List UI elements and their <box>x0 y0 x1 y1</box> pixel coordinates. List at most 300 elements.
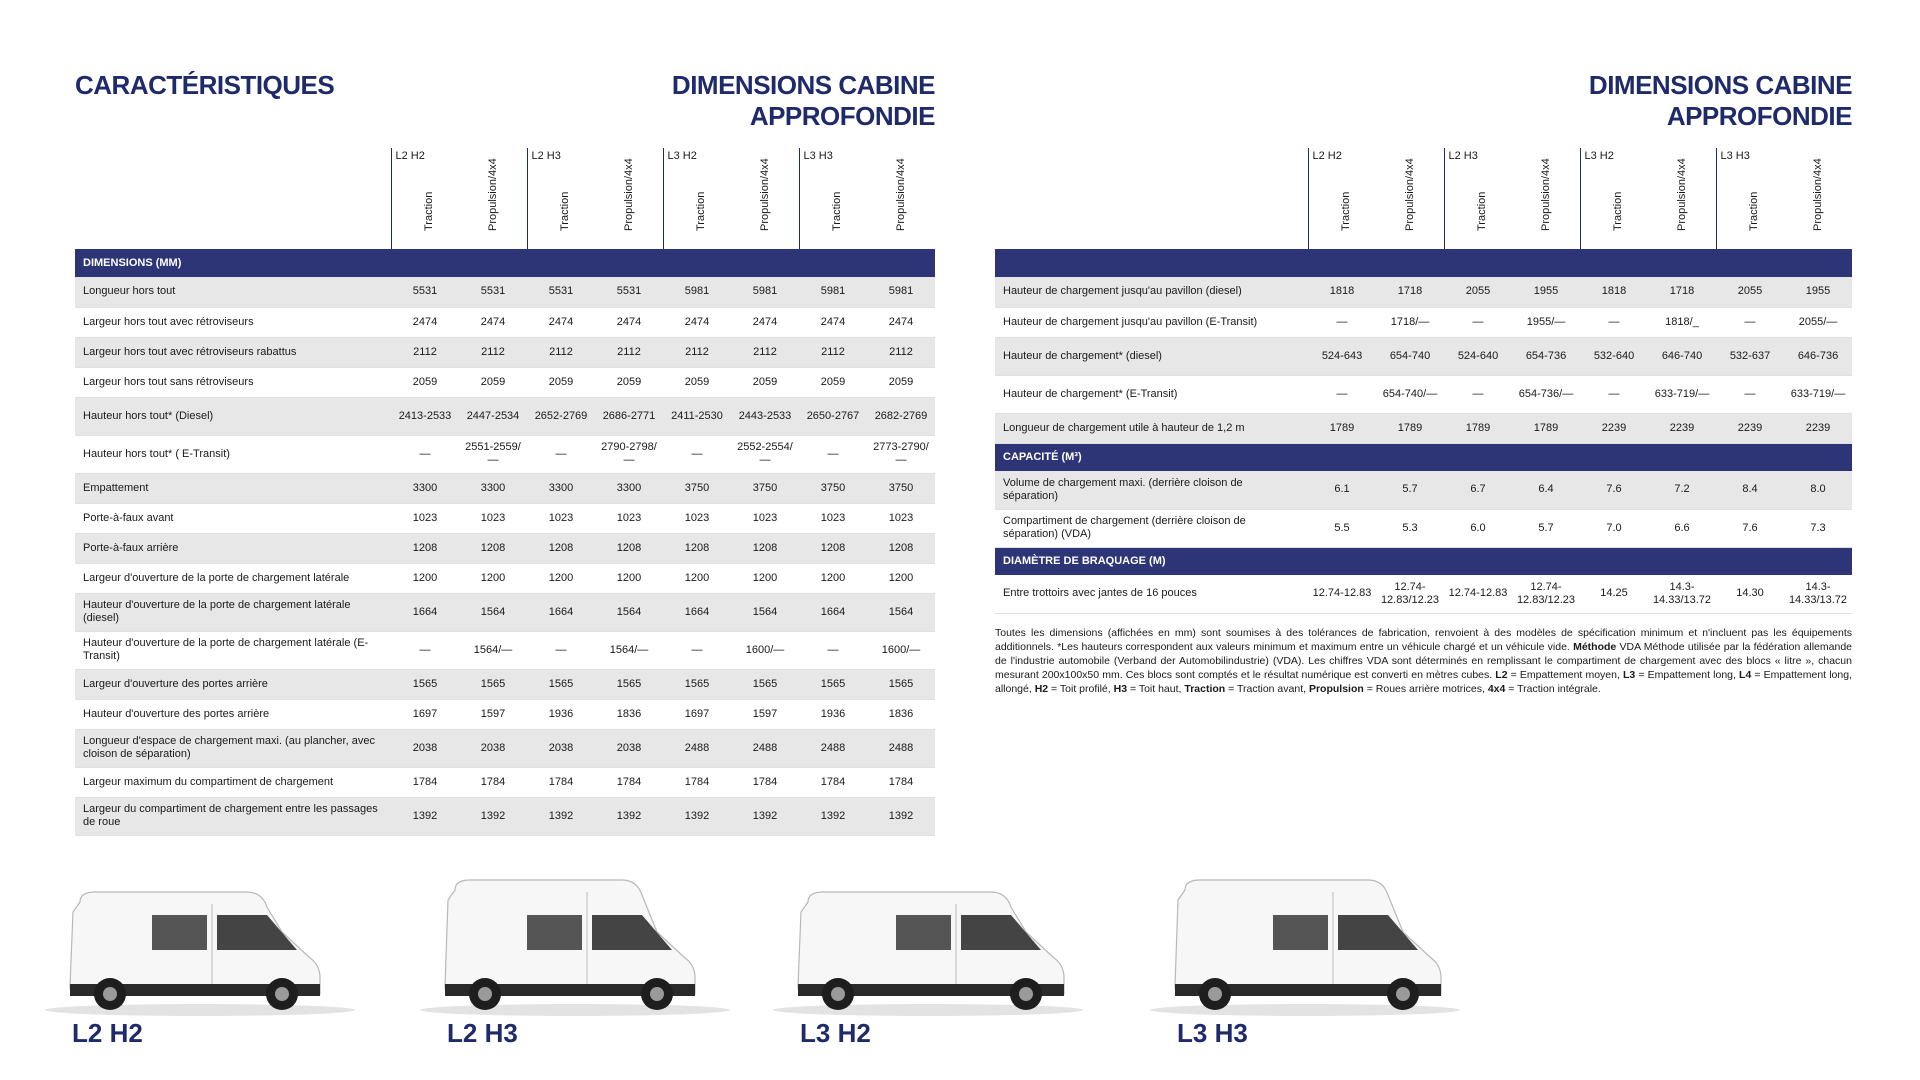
table-cell: 646-740 <box>1648 337 1716 375</box>
table-cell: 2686-2771 <box>595 397 663 435</box>
table-cell: — <box>391 435 459 473</box>
table-cell: 2474 <box>867 307 935 337</box>
table-cell: 1392 <box>799 797 867 835</box>
table-row <box>995 337 1852 375</box>
column-label-propulsion: Propulsion/4x4 <box>486 158 499 231</box>
table-row <box>75 631 935 669</box>
table-cell: 12.74-12.83 <box>1444 575 1512 613</box>
row-label: Hauteur d'ouverture des portes arrière <box>75 699 391 729</box>
table-cell: 1208 <box>595 533 663 563</box>
table-cell: — <box>799 631 867 669</box>
table-cell: 2059 <box>799 367 867 397</box>
table-cell: 1818 <box>1308 277 1376 307</box>
table-cell: 2055/— <box>1784 307 1852 337</box>
table-cell: 1208 <box>391 533 459 563</box>
van-front-window <box>961 915 1041 950</box>
column-group-l2-h2 <box>1308 148 1376 249</box>
section-header <box>995 443 1852 471</box>
table-cell: 1392 <box>391 797 459 835</box>
footnote-bold: L4 <box>1739 669 1752 681</box>
table-cell: 1718 <box>1376 277 1444 307</box>
table-row <box>995 307 1852 337</box>
column-group-l3-h2 <box>663 148 731 249</box>
van-label: L3 H3 <box>1177 1018 1248 1048</box>
table-cell: 2112 <box>391 337 459 367</box>
table-cell: 2488 <box>731 729 799 767</box>
table-cell: 1597 <box>459 699 527 729</box>
column-group-l2-h3 <box>527 148 595 249</box>
table-cell: 1564 <box>867 593 935 631</box>
van-wheel-hub <box>1019 987 1033 1001</box>
column-label-traction: Traction <box>558 191 571 231</box>
section-title <box>995 249 1852 277</box>
van-wheel-hub <box>1396 987 1410 1001</box>
table-cell: 1392 <box>867 797 935 835</box>
column-group-label: L3 H3 <box>1720 150 1750 162</box>
header-row <box>995 148 1852 249</box>
table-cell: 2059 <box>459 367 527 397</box>
table-cell: 5531 <box>391 277 459 307</box>
table-cell: 1818/_ <box>1648 307 1716 337</box>
row-label: Hauteur de chargement jusqu'au pavillon (diesel) <box>995 277 1308 307</box>
section-title: CAPACITÉ (M³) <box>995 443 1852 471</box>
table-cell: 3300 <box>595 473 663 503</box>
table-cell: 2059 <box>731 367 799 397</box>
van-wheel-hub <box>103 987 117 1001</box>
table-cell: 5981 <box>731 277 799 307</box>
footnote-text: = Traction intégrale. <box>1505 683 1601 695</box>
table-cell: 2239 <box>1648 413 1716 443</box>
table-cell: 1200 <box>391 563 459 593</box>
table-cell: 2413-2533 <box>391 397 459 435</box>
table-cell: 524-640 <box>1444 337 1512 375</box>
dimensions-table-left <box>75 148 935 836</box>
table-cell: 12.74-12.83/12.23 <box>1376 575 1444 613</box>
footnote-bold: Traction <box>1184 683 1226 695</box>
table-cell: — <box>799 435 867 473</box>
table-cell: — <box>1444 307 1512 337</box>
table-cell: 1564/— <box>459 631 527 669</box>
table-cell: 1023 <box>731 503 799 533</box>
table-cell: 1023 <box>595 503 663 533</box>
table-cell: 2239 <box>1784 413 1852 443</box>
table-cell: 1784 <box>391 767 459 797</box>
table-row <box>75 435 935 473</box>
footnote-text: = Empattement long, allongé, <box>995 669 1852 695</box>
table-row <box>75 669 935 699</box>
table-cell: 654-740 <box>1376 337 1444 375</box>
table-row <box>75 699 935 729</box>
van-label: L3 H2 <box>800 1018 871 1048</box>
table-cell: 14.3-14.33/13.72 <box>1648 575 1716 613</box>
table-cell: 2112 <box>527 337 595 367</box>
row-label: Largeur d'ouverture des portes arrière <box>75 669 391 699</box>
table-cell: 2474 <box>595 307 663 337</box>
column-group-label: L3 H3 <box>803 150 833 162</box>
row-label: Largeur d'ouverture de la porte de chargement latérale <box>75 563 391 593</box>
table-cell: 1565 <box>663 669 731 699</box>
column-group-label: L2 H3 <box>531 150 561 162</box>
header-row <box>75 148 935 249</box>
column-label-propulsion: Propulsion/4x4 <box>1539 158 1552 231</box>
table-cell: 1697 <box>391 699 459 729</box>
table-cell: 2474 <box>663 307 731 337</box>
table-cell: 6.7 <box>1444 471 1512 509</box>
table-cell: 1565 <box>391 669 459 699</box>
table-cell: 6.1 <box>1308 471 1376 509</box>
table-cell: 2488 <box>663 729 731 767</box>
column-label-traction: Traction <box>1475 191 1488 231</box>
column-sub-propulsion <box>1648 148 1716 249</box>
table-cell: 1664 <box>527 593 595 631</box>
table-cell: 1023 <box>663 503 731 533</box>
table-cell: 3300 <box>391 473 459 503</box>
footnote-text: = Toit haut, <box>1127 683 1185 695</box>
table-cell: 1718/— <box>1376 307 1444 337</box>
table-cell: 633-719/— <box>1784 375 1852 413</box>
column-label-traction: Traction <box>830 191 843 231</box>
table-cell: 646-736 <box>1784 337 1852 375</box>
table-cell: 2474 <box>459 307 527 337</box>
table-cell: — <box>1580 307 1648 337</box>
row-label: Entre trottoirs avec jantes de 16 pouces <box>995 575 1308 613</box>
column-sub-propulsion <box>1376 148 1444 249</box>
column-label-propulsion: Propulsion/4x4 <box>1812 158 1824 231</box>
table-cell: 2474 <box>527 307 595 337</box>
table-row <box>75 473 935 503</box>
table-cell: 1600/— <box>731 631 799 669</box>
table-cell: 2059 <box>595 367 663 397</box>
table-cell: 1565 <box>799 669 867 699</box>
table-cell: 1565 <box>459 669 527 699</box>
table-cell: 2038 <box>595 729 663 767</box>
footnote-text: = Empattement moyen, <box>1507 669 1623 681</box>
table-cell: 2411-2530 <box>663 397 731 435</box>
column-group-l3-h3 <box>1716 148 1784 249</box>
row-label: Largeur maximum du compartiment de chargement <box>75 767 391 797</box>
van-wheel-hub <box>650 987 664 1001</box>
column-group-l3-h2 <box>1580 148 1648 249</box>
table-cell: 2551-2559/— <box>459 435 527 473</box>
table-cell: 3750 <box>799 473 867 503</box>
table-cell: 2474 <box>731 307 799 337</box>
table-cell: 2112 <box>799 337 867 367</box>
table-cell: — <box>663 435 731 473</box>
van-shadow <box>45 1004 355 1016</box>
row-label: Porte-à-faux avant <box>75 503 391 533</box>
table-cell: 1784 <box>459 767 527 797</box>
table-cell: 1784 <box>867 767 935 797</box>
table-cell: 2059 <box>391 367 459 397</box>
column-label-propulsion: Propulsion/4x4 <box>895 158 907 231</box>
table-cell: 1023 <box>867 503 935 533</box>
row-label: Compartiment de chargement (derrière cloison de séparation) (VDA) <box>995 509 1308 547</box>
table-cell: 2038 <box>459 729 527 767</box>
table-cell: 5981 <box>663 277 731 307</box>
section-title: DIMENSIONS (MM) <box>75 249 935 277</box>
section-header <box>995 547 1852 575</box>
table-cell: 5981 <box>867 277 935 307</box>
table-row <box>995 413 1852 443</box>
row-label: Empattement <box>75 473 391 503</box>
footnote-bold: Méthode <box>1573 641 1617 653</box>
table-cell: — <box>391 631 459 669</box>
row-label: Longueur hors tout <box>75 277 391 307</box>
table-cell: 2474 <box>799 307 867 337</box>
column-group-label: L3 H2 <box>667 150 697 162</box>
table-cell: 1023 <box>391 503 459 533</box>
table-row <box>75 533 935 563</box>
table-cell: 2055 <box>1716 277 1784 307</box>
footnote-bold: H3 <box>1113 683 1128 695</box>
column-header <box>75 148 935 249</box>
table-cell: 1784 <box>595 767 663 797</box>
van-wheel-hub <box>275 987 289 1001</box>
table-cell: 1697 <box>663 699 731 729</box>
table-cell: 12.74-12.83/12.23 <box>1512 575 1580 613</box>
row-label: Hauteur de chargement* (E-Transit) <box>995 375 1308 413</box>
table-cell: 2474 <box>391 307 459 337</box>
van-label: L2 H3 <box>447 1018 518 1048</box>
table-row <box>75 277 935 307</box>
table-cell: 1200 <box>799 563 867 593</box>
column-sub-propulsion <box>1784 148 1852 249</box>
table-cell: 524-643 <box>1308 337 1376 375</box>
van-image-l2-h2 <box>40 870 360 1020</box>
table-cell: 1836 <box>867 699 935 729</box>
footnote-bold: Propulsion <box>1308 683 1364 695</box>
footnote-bold: L2 <box>1495 669 1508 681</box>
table-cell: 7.0 <box>1580 509 1648 547</box>
column-sub-propulsion <box>867 148 935 249</box>
column-label-propulsion: Propulsion/4x4 <box>1675 158 1688 231</box>
column-sub-propulsion <box>1512 148 1580 249</box>
van-shadow <box>420 1004 730 1016</box>
table-row <box>995 375 1852 413</box>
van-side-window <box>527 915 582 950</box>
table-cell: 1565 <box>867 669 935 699</box>
column-sub-propulsion <box>595 148 663 249</box>
column-label-traction: Traction <box>1747 191 1760 231</box>
footnote-text: = Toit profilé, <box>1048 683 1114 695</box>
table-cell: 1664 <box>391 593 459 631</box>
table-cell: 1208 <box>731 533 799 563</box>
footnote-bold: L3 <box>1623 669 1636 681</box>
table-cell: 5531 <box>595 277 663 307</box>
table-cell: 8.0 <box>1784 471 1852 509</box>
table-row <box>75 307 935 337</box>
table-cell: 1208 <box>799 533 867 563</box>
table-cell: 1392 <box>459 797 527 835</box>
van-side-window <box>896 915 951 950</box>
table-cell: 14.25 <box>1580 575 1648 613</box>
table-cell: 5981 <box>799 277 867 307</box>
row-label: Largeur hors tout sans rétroviseurs <box>75 367 391 397</box>
table-cell: 2552-2554/— <box>731 435 799 473</box>
table-cell: 2443-2533 <box>731 397 799 435</box>
table-cell: 3750 <box>663 473 731 503</box>
table-cell: 2038 <box>527 729 595 767</box>
table-cell: 5.5 <box>1308 509 1376 547</box>
table-cell: — <box>1716 307 1784 337</box>
table-cell: 1597 <box>731 699 799 729</box>
footnote <box>995 626 1852 696</box>
table-cell: 1200 <box>527 563 595 593</box>
table-cell: 2773-2790/— <box>867 435 935 473</box>
table-cell: 633-719/— <box>1648 375 1716 413</box>
column-group-label: L2 H3 <box>1448 150 1478 162</box>
table-cell: — <box>663 631 731 669</box>
table-cell: — <box>1308 375 1376 413</box>
table-cell: 5531 <box>459 277 527 307</box>
section-title: DIAMÈTRE DE BRAQUAGE (M) <box>995 547 1852 575</box>
table-cell: 654-736 <box>1512 337 1580 375</box>
table-cell: 1023 <box>799 503 867 533</box>
footnote-text: Toutes les dimensions (affichées en mm) sont soumises à des tolérances de fabrication, renvoient à des modèles de spécification minimum et n'incluent pas les équipements additionnels. *Les hauteurs correspondent aux valeurs minimum et maximum entre un véhicule chargé et un véhicule vide. <box>995 627 1852 653</box>
table-cell: 14.30 <box>1716 575 1784 613</box>
table-cell: 2059 <box>663 367 731 397</box>
table-cell: 1789 <box>1512 413 1580 443</box>
row-label: Porte-à-faux arrière <box>75 533 391 563</box>
table-cell: 6.6 <box>1648 509 1716 547</box>
row-label: Longueur d'espace de chargement maxi. (au plancher, avec cloison de séparation) <box>75 729 391 767</box>
table-cell: 2650-2767 <box>799 397 867 435</box>
row-label: Largeur hors tout avec rétroviseurs <box>75 307 391 337</box>
table-cell: 1200 <box>867 563 935 593</box>
column-label-propulsion: Propulsion/4x4 <box>758 158 771 231</box>
table-row <box>995 277 1852 307</box>
column-sub-propulsion <box>459 148 527 249</box>
table-cell: 1564 <box>459 593 527 631</box>
row-label: Longueur de chargement utile à hauteur de 1,2 m <box>995 413 1308 443</box>
table-cell: 2112 <box>731 337 799 367</box>
table-cell: 1664 <box>799 593 867 631</box>
table-cell: 1208 <box>663 533 731 563</box>
page-title-characteristics: CARACTÉRISTIQUES <box>75 70 335 100</box>
table-cell: — <box>527 631 595 669</box>
van-image-l3-h3 <box>1145 870 1465 1020</box>
table-cell: 1664 <box>663 593 731 631</box>
page-title-dimensions-right: DIMENSIONS CABINE APPROFONDIE <box>1588 70 1852 131</box>
table-cell: 1836 <box>595 699 663 729</box>
header-corner <box>75 148 391 249</box>
van-side-window <box>152 915 207 950</box>
van-wheel-hub <box>1208 987 1222 1001</box>
column-group-label: L2 H2 <box>395 150 425 162</box>
column-group-l2-h3 <box>1444 148 1512 249</box>
column-group-l3-h3 <box>799 148 867 249</box>
row-label: Hauteur hors tout* (Diesel) <box>75 397 391 435</box>
van-label: L2 H2 <box>72 1018 143 1048</box>
table-cell: 1564 <box>595 593 663 631</box>
van-wheel-hub <box>478 987 492 1001</box>
van-wheel-hub <box>831 987 845 1001</box>
table-cell: 2112 <box>595 337 663 367</box>
table-cell: — <box>527 435 595 473</box>
table-cell: 1208 <box>527 533 595 563</box>
table-row <box>75 563 935 593</box>
table-cell: 2055 <box>1444 277 1512 307</box>
dimensions-table-right <box>995 148 1852 614</box>
table-cell: 2682-2769 <box>867 397 935 435</box>
table-cell: 2790-2798/— <box>595 435 663 473</box>
table-cell: 7.3 <box>1784 509 1852 547</box>
table-cell: 1392 <box>663 797 731 835</box>
footnote-bold: 4x4 <box>1487 683 1506 695</box>
table-row <box>75 337 935 367</box>
row-label: Hauteur d'ouverture de la porte de chargement latérale (E-Transit) <box>75 631 391 669</box>
row-label: Largeur du compartiment de chargement entre les passages de roue <box>75 797 391 835</box>
table-cell: 654-740/— <box>1376 375 1444 413</box>
table-cell: 2447-2534 <box>459 397 527 435</box>
table-cell: 1789 <box>1308 413 1376 443</box>
footnote-text: = Roues arrière motrices, <box>1363 683 1488 695</box>
table-row <box>995 471 1852 509</box>
column-label-propulsion: Propulsion/4x4 <box>1403 158 1416 231</box>
table-cell: 2059 <box>867 367 935 397</box>
table-cell: 1784 <box>731 767 799 797</box>
table-cell: 1565 <box>731 669 799 699</box>
table-cell: — <box>1308 307 1376 337</box>
footnote-text: = Empattement long, <box>1635 669 1740 681</box>
van-front-window <box>1338 915 1418 950</box>
column-label-traction: Traction <box>1611 191 1624 231</box>
table-cell: 1208 <box>459 533 527 563</box>
footnote-bold: H2 <box>1034 683 1049 695</box>
table-cell: 2059 <box>527 367 595 397</box>
table-cell: 1565 <box>595 669 663 699</box>
table-cell: 1789 <box>1444 413 1512 443</box>
table-cell: 1789 <box>1376 413 1444 443</box>
table-cell: 1565 <box>527 669 595 699</box>
van-image-l3-h2 <box>768 870 1088 1020</box>
table-row <box>75 729 935 767</box>
table-cell: 3300 <box>459 473 527 503</box>
table-cell: 1936 <box>527 699 595 729</box>
table-row <box>995 575 1852 613</box>
table-cell: 5.7 <box>1376 471 1444 509</box>
table-cell: 5.7 <box>1512 509 1580 547</box>
van-front-window <box>217 915 297 950</box>
table-cell: 2112 <box>867 337 935 367</box>
section-header <box>995 249 1852 277</box>
row-label: Volume de chargement maxi. (derrière cloison de séparation) <box>995 471 1308 509</box>
table-cell: 1600/— <box>867 631 935 669</box>
table-cell: 1208 <box>867 533 935 563</box>
table-cell: 1023 <box>527 503 595 533</box>
table-row <box>75 593 935 631</box>
row-label: Hauteur de chargement jusqu'au pavillon (E-Transit) <box>995 307 1308 337</box>
table-cell: 1784 <box>663 767 731 797</box>
table-cell: 2112 <box>459 337 527 367</box>
table-cell: 1392 <box>595 797 663 835</box>
column-header <box>995 148 1852 249</box>
table-cell: 8.4 <box>1716 471 1784 509</box>
table-cell: 2112 <box>663 337 731 367</box>
column-label-propulsion: Propulsion/4x4 <box>622 158 635 231</box>
table-cell: 1818 <box>1580 277 1648 307</box>
table-cell: 2038 <box>391 729 459 767</box>
table-cell: 5531 <box>527 277 595 307</box>
footnote-text: VDA Méthode utilisée par la fédération allemande de l'industrie automobile (Verband der Automobilindustrie) (VDA). Les chiffres VDA sont déterminés en remplissant le compartiment de chargement avec des blocs « litre », chacun mesurant 200x100x50 mm. Ces blocs sont comptés et le résultat numérique est converti en mètres cubes. <box>995 641 1852 681</box>
table-cell: — <box>1580 375 1648 413</box>
table-cell: 532-640 <box>1580 337 1648 375</box>
table-cell: 1023 <box>459 503 527 533</box>
table-cell: 1784 <box>527 767 595 797</box>
table-cell: 14.3-14.33/13.72 <box>1784 575 1852 613</box>
table-cell: 1955 <box>1784 277 1852 307</box>
van-image-l2-h3 <box>415 870 735 1020</box>
